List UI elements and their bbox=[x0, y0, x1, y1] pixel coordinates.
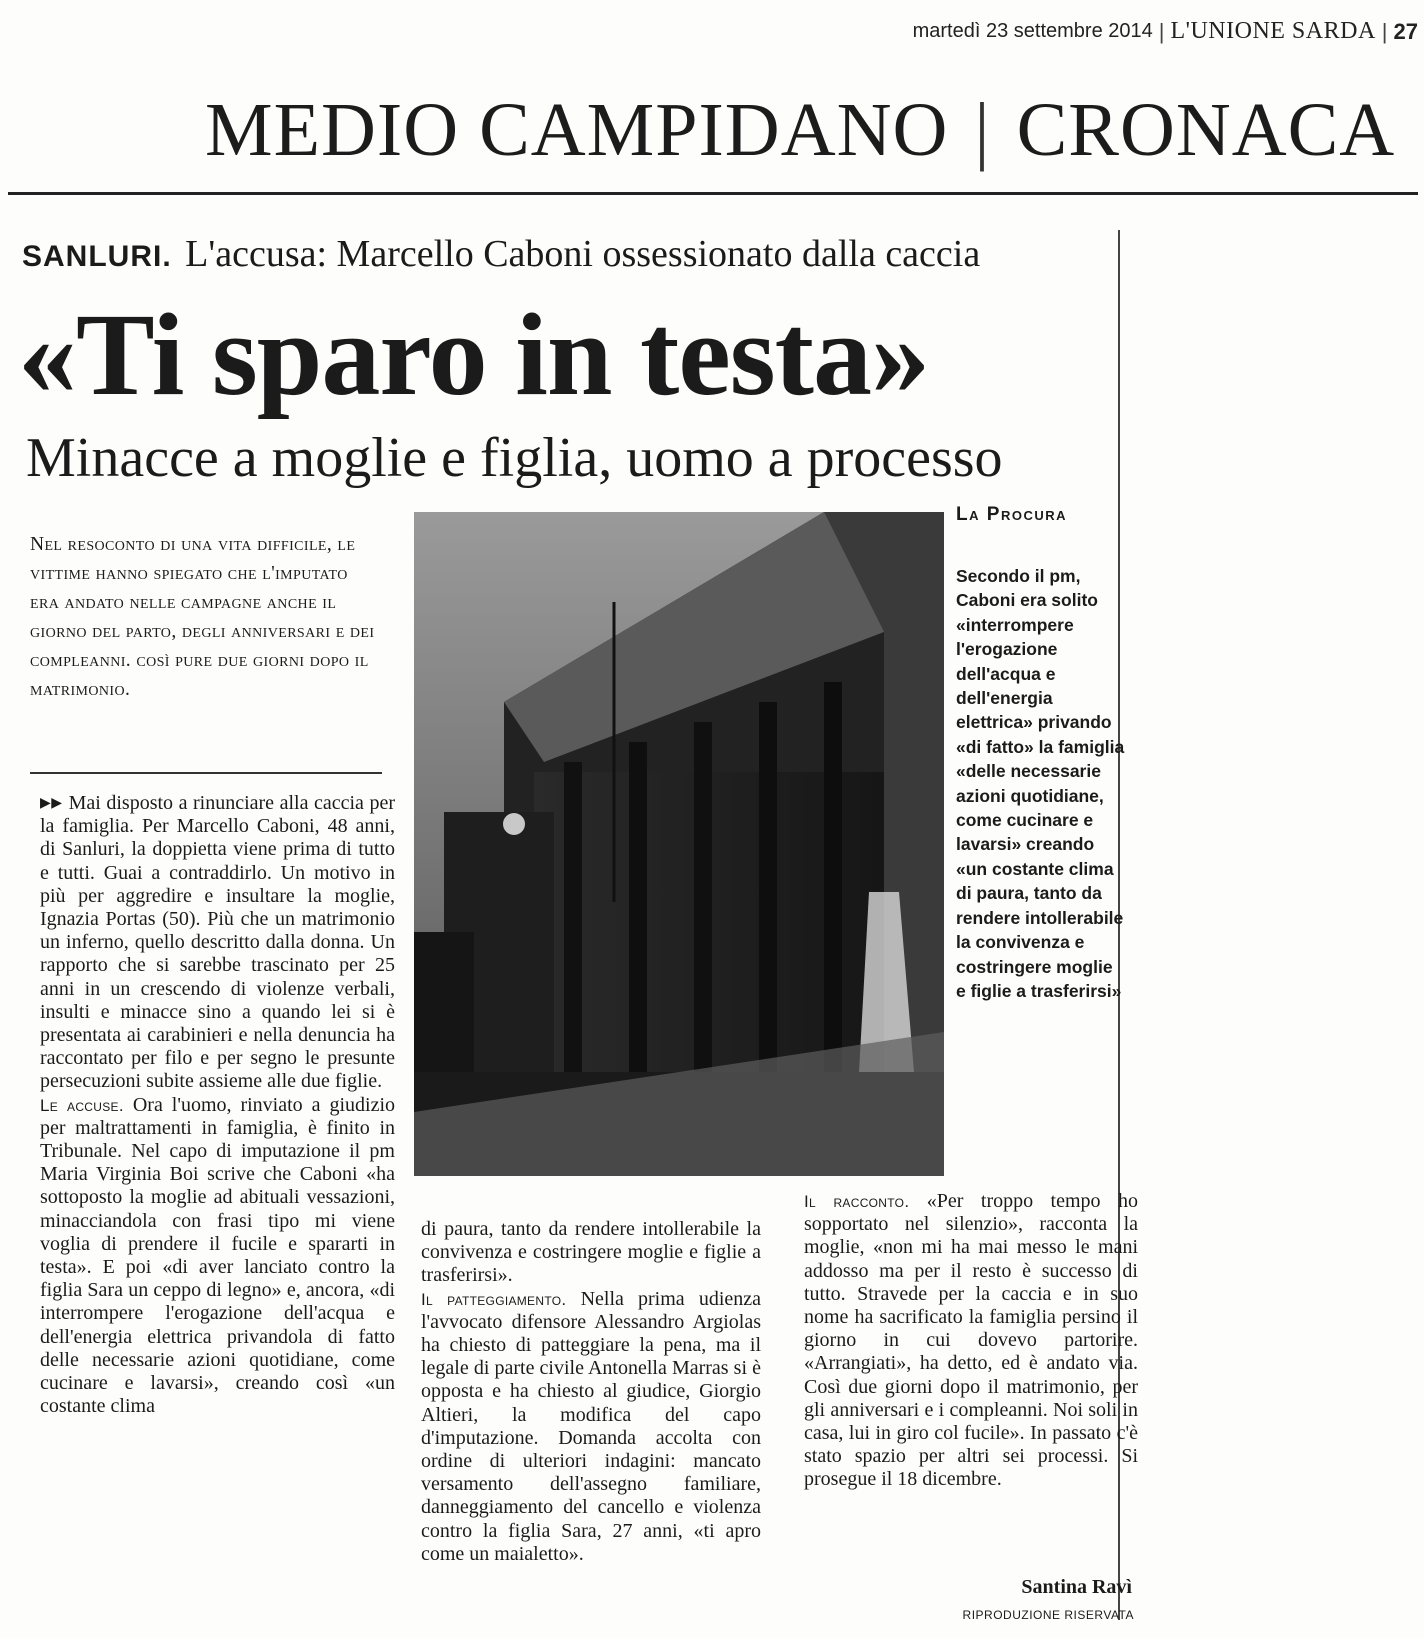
rights-notice: RIPRODUZIONE RISERVATA bbox=[962, 1608, 1134, 1622]
article-column-1 bbox=[40, 792, 395, 1418]
racconto-text: «Per troppo tempo ho sopportato nel silenzio», racconta la moglie, «non mi ha mai messo le mani addosso ma per il resto è successo di tutto. Stravede per la caccia e in suo nome ha sacrificato la famiglia persino il giorno in cui dovevo partorire. «Arrangiati», ha detto, ed è andato via. Così due giorni dopo il matrimonio, per gli anniversari e i compleanni. Noi soli in casa, lui in giro col fucile». In passato c'è stato spazio per altri sei processi. Si prosegue il 18 dicembre. bbox=[804, 1190, 1138, 1491]
article-column-3 bbox=[804, 1190, 1138, 1492]
courthouse-illustration bbox=[414, 512, 944, 1176]
issue-date: martedì 23 settembre 2014 bbox=[912, 20, 1153, 42]
subhead-accuse: Le accuse. bbox=[40, 1095, 124, 1115]
article-column-2 bbox=[421, 1218, 761, 1566]
section-region: MEDIO CAMPIDANO bbox=[205, 88, 949, 172]
author-signature: Santina Ravì bbox=[1021, 1576, 1132, 1598]
page-number: 27 bbox=[1393, 18, 1418, 44]
lead-arrow-icon: ▶▶ bbox=[40, 796, 63, 811]
newspaper-name: L'UNIONE SARDA bbox=[1170, 18, 1376, 44]
accuse-continued: di paura, tanto da rendere intollerabile la convivenza e costringere moglie e figlie a trasferirsi». bbox=[421, 1218, 761, 1287]
courthouse-photo bbox=[414, 512, 944, 1176]
summary-rule bbox=[30, 772, 382, 774]
sidebar-title: La Procura bbox=[956, 504, 1067, 525]
article-headline: «Ti sparo in testa» bbox=[18, 289, 929, 420]
article-summary: Nel resoconto di una vita difficile, le vittime hanno spiegato che l'imputato era andato nelle campagne anche il giorno del parto, degli anniversari e dei compleanni. così pure due giorni dopo il matrimonio. bbox=[30, 534, 375, 700]
sidebar-text: Secondo il pm, Caboni era solito «interrompere l'erogazione dell'acqua e dell'energia elettrica» privando «di fatto» la famiglia «delle necessarie azioni quotidiane, come cucinare e lavarsi» creando «un costante clima di paura, tanto da rendere intollerabile la convivenza e costringere moglie e figlie a trasferirsi» bbox=[956, 566, 1125, 1001]
accuse-text: Ora l'uomo, rinviato a giudizio per maltrattamenti in famiglia, è finito in Tribunale. Nel capo di imputazione il pm Maria Virginia Boi scrive che Caboni «ha sottoposto la moglie ad abituali vessazioni, minacciandola con frasi tipo mi viene voglia di prendere il fucile e spararti in testa». E poi «di aver lanciato contro la figlia Sara un ceppo di legno» e, ancora, «di interrompere l'erogazione dell'acqua e dell'energia elettrica privandola di fatto delle necessarie azioni quotidiane, come cucinare e lavarsi», creando così «un costante clima bbox=[40, 1093, 396, 1418]
patteggiamento-text: Nella prima udienza l'avvocato difensore Alessandro Argiolas ha chiesto di patteggiare la pena, ma il legale di parte civile Antonella Marras si è opposta e ha chiesto al giudice, Giorgio Altieri, la modifica del capo d'imputazione. Domanda accolta con ordine di ulteriori indagini: mancato versamento dell'assegno familiare, danneggiamento del cancello e violenza contro la figlia Sara, 27 anni, «ti apro come un maialetto». bbox=[421, 1287, 761, 1565]
header-divider: | bbox=[1381, 18, 1388, 44]
section-name: CRONACA bbox=[1016, 88, 1396, 172]
subhead-patteggiamento: Il patteggiamento. bbox=[421, 1289, 567, 1309]
page-header bbox=[913, 18, 1418, 45]
subhead-racconto: Il racconto. bbox=[804, 1192, 910, 1211]
kicker-text: L'accusa: Marcello Caboni ossessionato dalla caccia bbox=[185, 233, 981, 275]
section-divider: | bbox=[974, 88, 991, 172]
section-header bbox=[205, 88, 1415, 172]
article-kicker bbox=[22, 232, 1112, 276]
section-rule bbox=[8, 192, 1418, 195]
header-divider: | bbox=[1158, 18, 1165, 44]
article-subheadline: Minacce a moglie e figlia, uomo a processo bbox=[26, 427, 1003, 489]
dateline-place: SANLURI. bbox=[22, 240, 172, 273]
body-intro: Mai disposto a rinunciare alla caccia per la famiglia. Per Marcello Caboni, 48 anni, di Sanluri, la doppietta viene prima di tutto e tutti. Guai a contraddirlo. Un motivo in più per aggredire e insultare la moglie, Ignazia Portas (50). Più che un matrimonio un inferno, quello descritto dalla donna. Un rapporto che si sarebbe trascinato per 25 anni in un crescendo di violenze verbali, insulti e minacce sino a quando lei si è presentata ai carabinieri e nella denuncia ha raccontato per filo e per segno le presunte persecuzioni subite assieme alle due figlie. bbox=[40, 792, 395, 1093]
